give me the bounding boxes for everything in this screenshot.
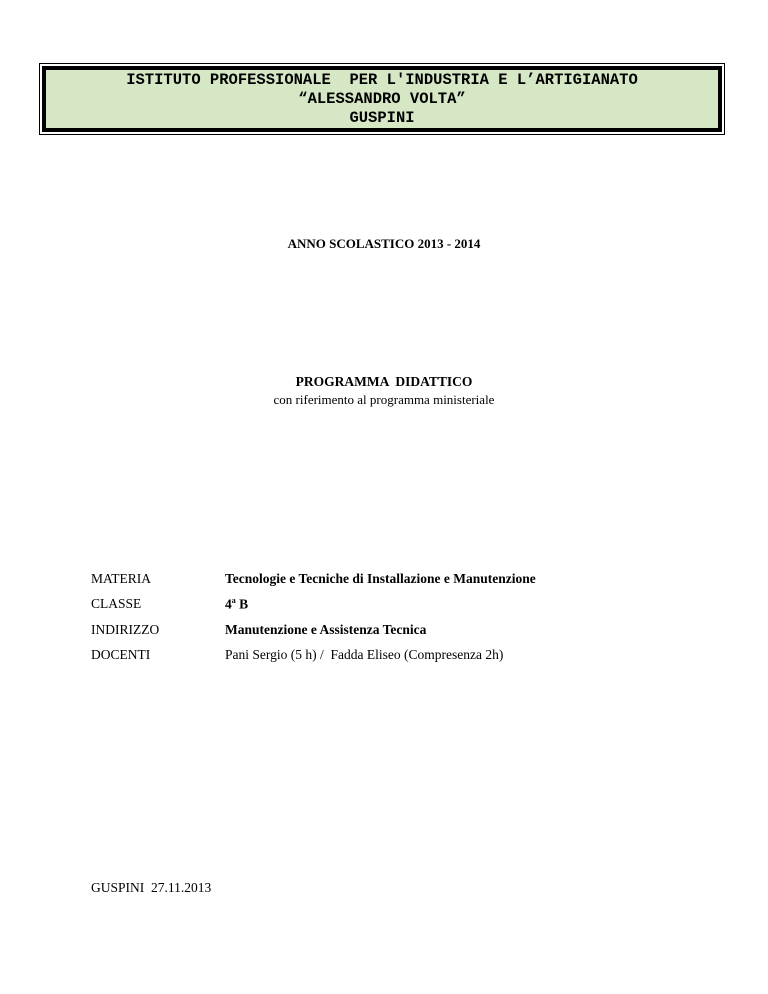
classe-number: 4: [225, 596, 232, 612]
info-row-materia: [91, 571, 536, 587]
document-date: GUSPINI 27.11.2013: [91, 880, 212, 895]
docenti-label: DOCENTI: [91, 647, 151, 662]
school-dedication: “ALESSANDRO VOLTA”: [298, 89, 466, 108]
school-name: ISTITUTO PROFESSIONALE PER L'INDUSTRIA E L’ARTIGIANATO: [126, 70, 638, 89]
info-row-docenti: [91, 647, 503, 663]
document-title: PROGRAMMA DIDATTICO: [295, 374, 473, 389]
materia-value: Tecnologie e Tecniche di Installazione e Manutenzione: [225, 571, 536, 586]
classe-superscript: a: [231, 596, 236, 605]
school-header-box: [42, 66, 722, 132]
document-subtitle: con riferimento al programma ministeriale: [273, 392, 495, 407]
classe-value: [225, 596, 248, 613]
info-row-indirizzo: [91, 622, 426, 638]
school-city: GUSPINI: [349, 108, 415, 127]
classe-label: CLASSE: [91, 596, 142, 611]
school-year: ANNO SCOLASTICO 2013 - 2014: [287, 236, 481, 251]
materia-label: MATERIA: [91, 571, 151, 586]
info-row-classe: [91, 596, 248, 613]
classe-section: B: [235, 596, 249, 612]
docenti-value: Pani Sergio (5 h) / Fadda Eliseo (Compresenza 2h): [225, 647, 504, 662]
indirizzo-label: INDIRIZZO: [91, 622, 160, 637]
indirizzo-value: Manutenzione e Assistenza Tecnica: [225, 622, 427, 637]
